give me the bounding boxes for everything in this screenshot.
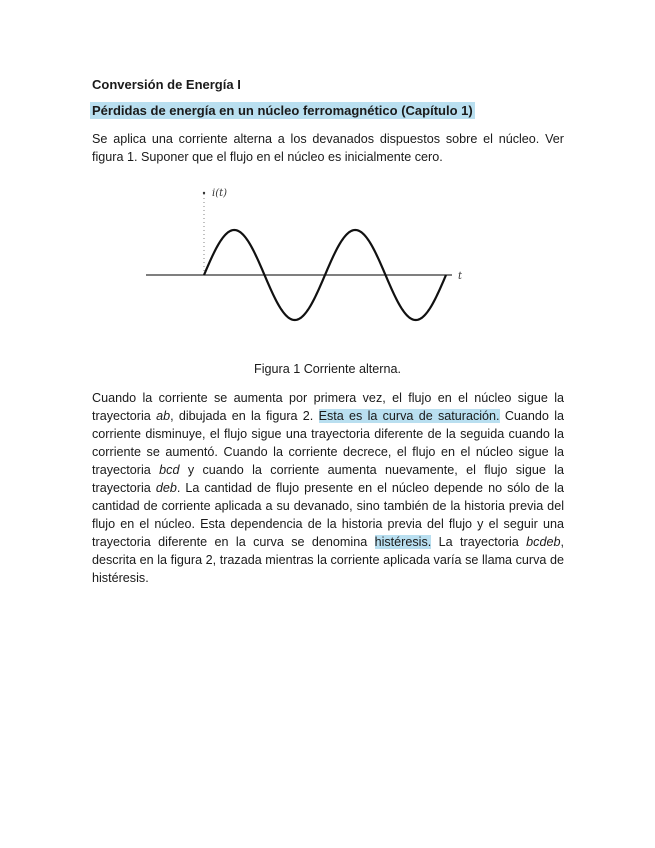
x-axis-label: t [458, 271, 463, 282]
path-bcd: bcd [159, 463, 180, 477]
highlight-hysteresis: histéresis. [374, 535, 432, 549]
y-axis-label: i(t) [212, 188, 228, 199]
path-bcdeb: bcdeb [526, 535, 561, 549]
figure-caption: Figura 1 Corriente alterna. [254, 362, 401, 376]
intro-paragraph: Se aplica una corriente alterna a los devanados dispuestos sobre el núcleo. Ver figura 1. Suponer que el flujo en el núcleo es inicialmente cero. [92, 132, 564, 164]
path-deb: deb [155, 481, 177, 495]
highlight-saturation: Esta es la curva de saturación. [318, 409, 500, 423]
course-title: Conversión de Energía I [92, 77, 241, 92]
path-ab: ab [156, 409, 171, 423]
sine-wave-figure [140, 182, 480, 332]
axis-origin-dot [203, 192, 205, 194]
section-title: Pérdidas de energía en un núcleo ferromagnético (Capítulo 1) [92, 103, 473, 118]
body-paragraph: Cuando la corriente se aumenta por primera vez, el flujo en el núcleo sigue la trayectoria ab, dibujada en la figura 2. Esta es la curva de saturación. Cuando la corriente disminuye, el flujo sigue una trayectoria diferente de la seguida cuando la corriente se aumentó. Cuando la corriente decrece, el flujo en el núcleo sigue la trayectoria bcd y cuando la corriente aumenta nuevamente, el flujo sigue la trayectoria deb. La cantidad de flujo presente en el núcleo depende no sólo de la cantidad de corriente aplicada a su devanado, sino también de la historia previa del flujo en el núcleo. Esta dependencia de la historia previa del flujo y el seguir una trayectoria diferente en la curva se denomina histéresis. La trayectoria bcdeb, descrita en la figura 2, trazada mientras la corriente aplicada varía se llama curva de histéresis. [92, 391, 565, 585]
